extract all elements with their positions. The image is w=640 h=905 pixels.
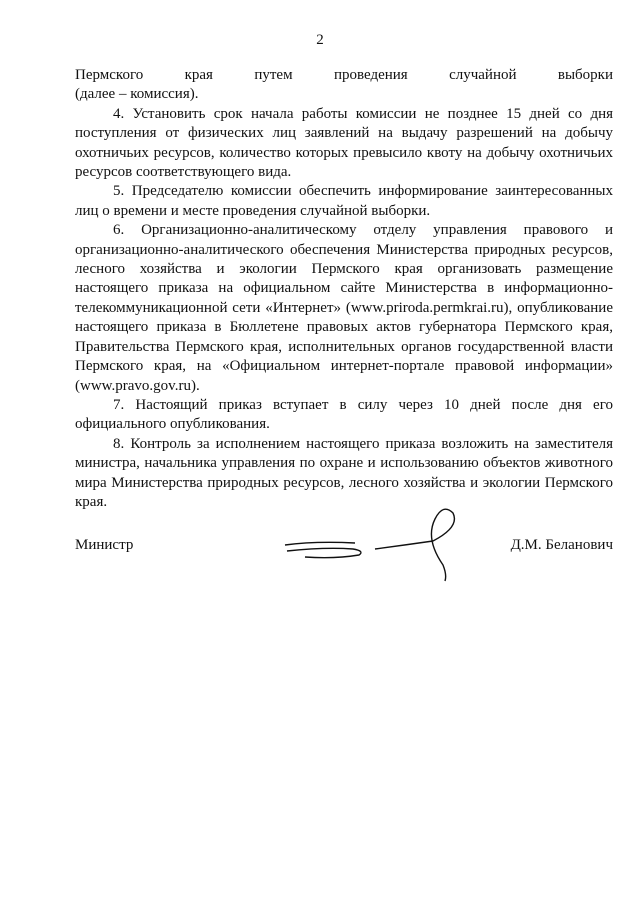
paragraph-7: 7. Настоящий приказ вступает в силу через 10 дней после дня его официального опубликования. [75, 396, 613, 433]
page-number: 2 [316, 32, 324, 48]
continuation-line-1: Пермского края путем проведения случайной выборки [75, 67, 613, 83]
signatory-title: Министр [75, 537, 134, 553]
document-body [75, 66, 613, 512]
signatory-name: Д.М. Беланович [510, 537, 613, 553]
paragraph-5: 5. Председателю комиссии обеспечить информирование заинтересованных лиц о времени и месте проведения случайной выборки. [75, 183, 613, 219]
handwritten-signature [275, 505, 485, 585]
paragraph-8: 8. Контроль за исполнением настоящего приказа возложить на заместителя министра, начальника управления по охране и использованию объектов животного мира Министерства природных ресурсов, лесного хозяйства и экологии Пермского края. [75, 435, 613, 510]
paragraph-continuation [75, 66, 613, 105]
paragraph-4: 4. Установить срок начала работы комиссии не позднее 15 дней со дня поступления от физических лиц заявлений на выдачу разрешений на добычу охотничьих ресурсов, количество которых превысило квоту на добычу охотничьих ресурсов соответствующего вида. [75, 105, 613, 181]
continuation-line-2: (далее – комиссия). [75, 86, 199, 103]
signature-block [75, 505, 613, 585]
paragraph-6: 6. Организационно-аналитическому отделу управления правового и организационно-аналитического обеспечения Министерства природных ресурсов, лесного хозяйства и экологии Пермского края организовать размещение настоящего приказа на официальном сайте Министерства в информационно-телекоммуникационной сети «Интернет» (www.priroda.permkrai.ru), опубликование настоящего приказа в Бюллетене правовых актов губернатора Пермского края, Правительства Пермского края, исполнительных органов государственной власти Пермского края, на «Официальном интернет-портале правовой информации» (www.pravo.gov.ru). [75, 222, 613, 394]
